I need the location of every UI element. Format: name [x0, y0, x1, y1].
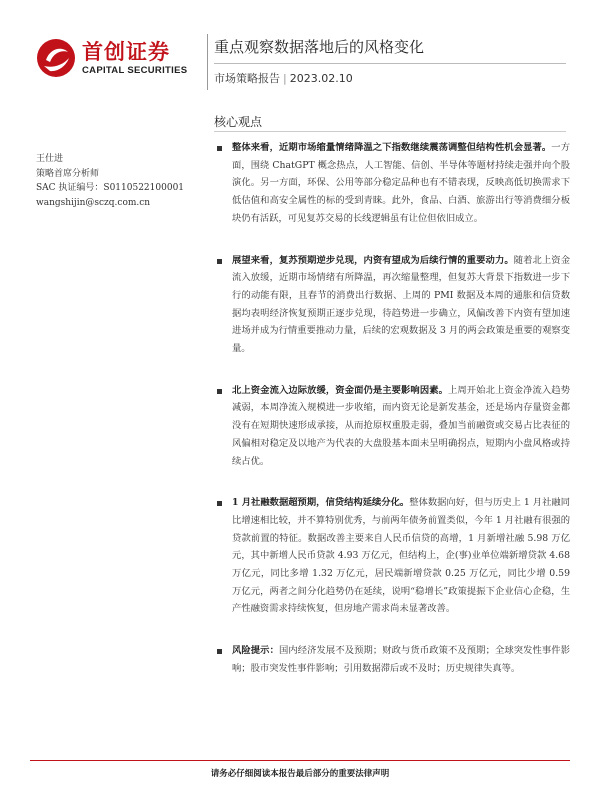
key-point-lead: 北上资金流入边际放缓，资金面仍是主要影响因素。	[232, 384, 448, 396]
risk-warning	[214, 642, 570, 677]
section-rule	[214, 131, 566, 132]
risk-warning-body: 国内经济发展不及预期；财政与货币政策不及预期；全球突发性事件影响；股市突发性事件影响；引用数据滞后或不及时；历史规律失真等。	[232, 645, 570, 674]
key-point-body: 上周开始北上资金净流入趋势减弱，本周净流入规模进一步收缩，而内资无论是新发基金，还是场内存量资金都没有在短期快速形成承接，从而抢原权重股走弱，叠加当前融资或交易占比表征的风偏相对稳定及以地产为代表的大盘股基本面未呈明确拐点，短期内小盘风格或持续占优。	[232, 384, 570, 467]
key-point-1	[214, 139, 570, 228]
key-point-lead: 1 月社融数据超预期，信贷结构延续分化。	[232, 497, 410, 509]
bullet-square-icon	[217, 259, 222, 264]
report-meta	[214, 70, 353, 86]
report-date: 2023.02.10	[289, 72, 353, 85]
key-point-2	[214, 252, 570, 358]
risk-warning-lead: 风险提示：	[232, 645, 279, 657]
analyst-sac: SAC 执证编号：S0110522100001	[36, 183, 185, 194]
company-logo	[36, 34, 204, 82]
footer-rule	[30, 760, 570, 761]
bullet-square-icon	[217, 501, 222, 506]
meta-separator: |	[283, 72, 287, 85]
bullet-square-icon	[217, 649, 222, 654]
title-rule	[214, 63, 566, 64]
key-points	[214, 139, 570, 702]
analyst-email: wangshijin@sczq.com.cn	[36, 197, 151, 208]
key-point-body: 整体数据向好，但与历史上 1 月社融同比增速相比较，并不算特别优秀，与前两年债务前置类似，今年 1 月社融有很强的贷款前置的特征。数据改善主要来自人民币信贷的高增，1 月新增社融 5.98 万亿元，其中新增人民币贷款 4.93 万亿元，但结构上，企(事)业单位端新增贷款 4.68 万亿元，同比多增 1.32 万亿元，居民端新增贷款 0.25 万亿元，同比少增 0.59 万亿元，两者之间分化趋势仍在延续，说明“稳增长”政策提振下企业信心企稳，生产性融资需求持续恢复，但房地产需求尚未显著改善。	[232, 497, 570, 615]
analyst-info	[36, 152, 206, 210]
bullet-square-icon	[217, 389, 222, 394]
key-point-body: 一方面，围绕 ChatGPT 概念热点，人工智能、信创、半导体等题材持续走强并向个股演化。另一方面，环保、公用等部分稳定品种也有不错表现，反映高低切换需求下低估值和高安全属性的标的受到青睐。此外，食品、白酒、旅游出行等消费细分板块仍有活跃，可见复苏交易的长线逻辑虽有让位但依旧成立。	[232, 142, 570, 224]
logo-text-en: CAPITAL SECURITIES	[82, 65, 188, 76]
analyst-role: 策略首席分析师	[36, 168, 100, 179]
key-point-4	[214, 494, 570, 618]
key-point-lead: 展望来看，复苏预期逆步兑现，内资有望成为后续行情的重要动力。	[232, 254, 514, 266]
key-point-3	[214, 382, 570, 471]
key-point-lead: 整体来看，近期市场缩量情绪降温之下指数继续震荡调整但结构性机会显著。	[232, 142, 552, 153]
legal-footer: 请务必仔细阅读本报告最后部分的重要法律声明	[210, 769, 390, 779]
section-title: 核心观点	[214, 115, 263, 129]
logo-mark-icon	[36, 38, 76, 78]
report-type: 市场策略报告	[214, 72, 280, 85]
logo-text-cn: 首创证券	[82, 40, 170, 64]
bullet-square-icon	[217, 146, 222, 151]
key-point-body: 随着北上资金流入放缓，近期市场情绪有所降温，再次缩量整理，但复苏大背景下指数进一步下行的动能有限，且春节的消费出行数据、上周的 PMI 数据及本周的通胀和信贷数据均表明经济恢复预期正逐步兑现，待趋势进一步确立，风偏改善下内资有望加速进场并成为行情重要推动力量，后续的宏观数据及 3 月的两会政策是重要的观察变量。	[232, 254, 570, 355]
report-title: 重点观察数据落地后的风格变化	[214, 38, 425, 56]
analyst-name: 王仕进	[36, 154, 64, 164]
header-divider	[207, 34, 208, 90]
